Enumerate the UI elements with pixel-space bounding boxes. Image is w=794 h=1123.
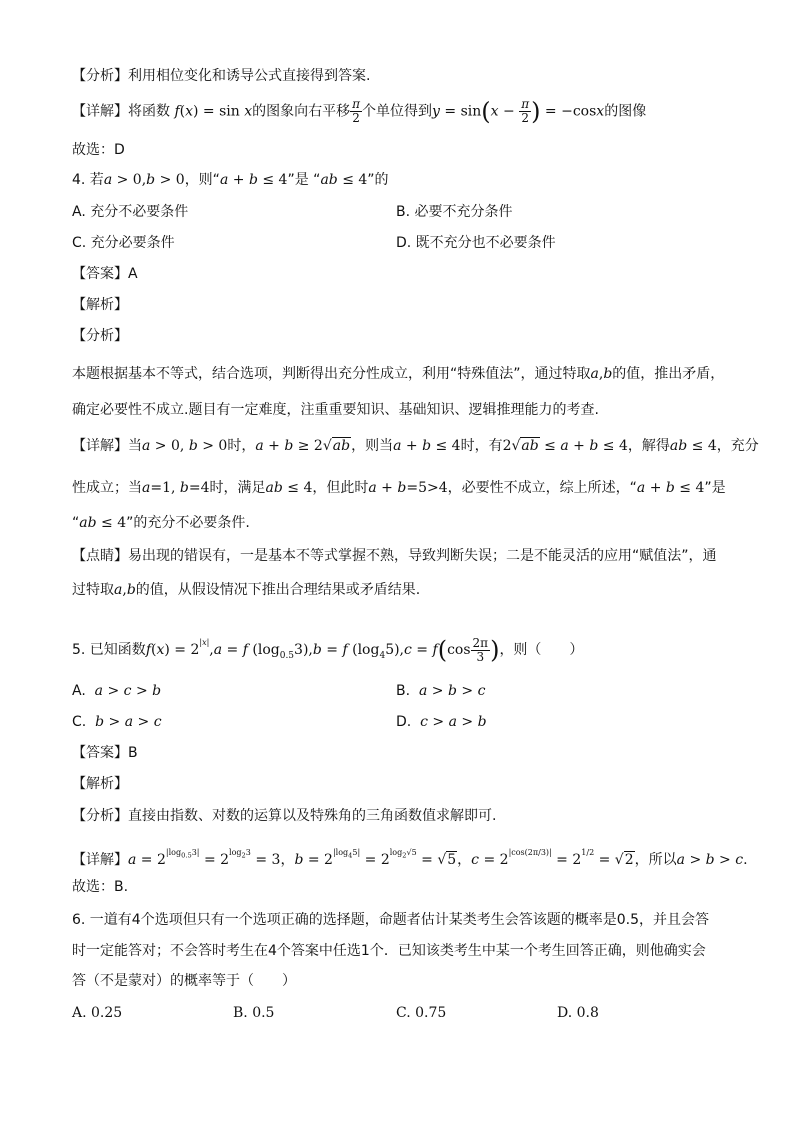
detail-text: ，则当	[351, 438, 394, 454]
q6-option-b[interactable]: B. 0.5	[233, 1005, 275, 1021]
detail-text: 时，有	[460, 438, 503, 454]
q4-stem-text: 4. 若	[72, 172, 104, 188]
analysis-tag: 【分析】	[72, 808, 128, 824]
analysis-text: 利用相位变化和诱导公式直接得到答案.	[128, 68, 371, 84]
q4-analysis-line2: 确定必要性不成立.题目有一定难度，注重重要知识、基础知识、逻辑推理能力的考查.	[72, 402, 599, 418]
detail-text: 当	[128, 438, 142, 454]
detail-text: ，所以	[634, 852, 677, 868]
q6-option-d[interactable]: D. 0.8	[557, 1005, 599, 1021]
option-label: B.	[396, 683, 411, 699]
prev-detail-line: 【详解】将函数 f(x) = sin x的图象向右平移 $\frac{\pi}{2}$ 个单位得到y = sin(x − $\frac{\pi}{2}$ ) = −cosx的图像	[72, 97, 647, 126]
q6-stem-line2: 时一定能答对；不会答时考生在4个答案中任选1个．已知该类考生中某一个考生回答正确，则他确实会	[72, 943, 706, 959]
detail-tag: 【详解】	[72, 852, 128, 868]
analysis-tag: 【分析】	[72, 68, 128, 84]
q5-option-a[interactable]: A. a > c > b	[72, 683, 162, 699]
q4-jiexi-tag: 【解析】	[72, 297, 128, 313]
q5-stem: 5. 已知函数$f(x) = 2^{|x|},a = f$ $(\log_{0.5}3),b = f$ $(\log_45),c = f(\cos$ $\frac{2\pi}{3}$ )，则（ ）	[72, 635, 584, 664]
q4-answer-line	[72, 264, 734, 284]
q4-detail-line3: “ab ≤ 4”的充分不必要条件.	[72, 515, 250, 531]
detail-text: ，但此时	[312, 480, 369, 496]
detail-text: 将函数	[128, 103, 170, 120]
detail-text: ，充分	[716, 438, 759, 454]
dianjing-text: 的值，从假设情况下推出合理结果或矛盾结果.	[135, 582, 421, 598]
q4-dianjing-line1	[72, 546, 734, 566]
answer-value: A	[128, 266, 138, 282]
q4-stem-text: ”是 “	[287, 172, 321, 188]
answer-value: B	[128, 745, 138, 761]
answer-tag: 【答案】	[72, 266, 128, 282]
analysis-text: 的值，推出矛盾，	[612, 366, 725, 382]
option-label: C.	[72, 714, 87, 730]
q4-dianjing-line2: 过特取a,b的值，从假设情况下推出合理结果或矛盾结果.	[72, 582, 421, 598]
detail-tag: 【详解】	[72, 103, 128, 120]
detail-text: ”是	[704, 480, 726, 496]
q4-analysis-line1: 本题根据基本不等式，结合选项，判断得出充分性成立，利用“特殊值法”，通过特取a,b的值，推出矛盾，	[72, 366, 725, 382]
dianjing-text: 易出现的错误有，一是基本不等式掌握不熟，导致判断失误；二是不能灵活的应用“赋值法”，通	[128, 548, 717, 564]
detail-text: 的图像	[604, 103, 647, 120]
analysis-text: 直接由指数、对数的运算以及特殊角的三角函数值求解即可.	[128, 808, 497, 824]
dianjing-text: 过特取	[72, 582, 114, 598]
dianjing-tag: 【点睛】	[72, 548, 128, 564]
q5-jiexi-tag: 【解析】	[72, 776, 128, 792]
detail-text: 性成立；当	[72, 480, 142, 496]
math-fraction: $\frac{\pi}{2}$	[352, 97, 361, 125]
q4-option-a[interactable]: A. 充分不必要条件	[72, 204, 189, 220]
analysis-text: 本题根据基本不等式，结合选项，判断得出充分性成立，利用“特殊值法”，通过特取	[72, 366, 591, 382]
detail-text: 时，	[227, 438, 256, 454]
detail-text: 个单位得到	[362, 103, 433, 120]
option-label: D.	[396, 714, 412, 730]
q5-answer-choice: 故选：B.	[72, 879, 129, 895]
q6-stem-line1: 6. 一道有4个选项但只有一个选项正确的选择题，命题者估计某类考生会答该题的概率是0.5，并且会答	[72, 912, 709, 928]
q6-option-c[interactable]: C. 0.75	[396, 1005, 447, 1021]
q5-option-d[interactable]: D. c > a > b	[396, 714, 487, 730]
option-label: A.	[72, 683, 86, 699]
prev-analysis-line	[72, 66, 734, 86]
q5-detail-line: 【详解】$a = 2^{|log_{0.5}3|} = 2^{log_23} = 3$，$b = 2^{|log_45|} = 2^{log_2√5} = √5$，$c = 2^{|cos(2\pi/3)|} = 2^{1/2} = √2$，所以a > b > c.	[72, 848, 748, 868]
q6-stem-line3: 答（不是蒙对）的概率等于（ ）	[72, 973, 296, 989]
q5-option-c[interactable]: C. b > a > c	[72, 714, 162, 730]
q4-detail-line1: 【详解】当a > 0, b > 0时，a + b ≥ 2√ab，则当a + b ≤ 4时，有2√ab ≤ a + b ≤ 4，解得ab ≤ 4，充分	[72, 438, 759, 454]
q5-stem-text: 5. 已知函数	[72, 642, 146, 658]
q4-stem: 4. 若a > 0,b > 0，则“a + b ≤ 4”是 “ab ≤ 4”的	[72, 172, 389, 188]
q4-option-c[interactable]: C. 充分必要条件	[72, 235, 175, 251]
q4-stem-text: ，则“	[184, 172, 220, 188]
q5-analysis-line	[72, 806, 734, 826]
q5-stem-text: ，则（ ）	[499, 642, 584, 658]
detail-text: ”的充分不必要条件.	[126, 515, 250, 531]
q5-option-b[interactable]: B. a > b > c	[396, 683, 486, 699]
prev-answer-line: 故选：D	[72, 142, 125, 158]
detail-text: ，解得	[627, 438, 670, 454]
math-expr: f	[174, 103, 180, 120]
q4-detail-line2: 性成立；当a=1, b=4时，满足ab ≤ 4，但此时a + b=5>4，必要性不成立，综上所述，“a + b ≤ 4”是	[72, 480, 726, 496]
detail-text: 的图象向右平移	[252, 103, 351, 120]
q5-answer-line	[72, 743, 734, 763]
q4-option-d[interactable]: D. 既不充分也不必要条件	[396, 235, 556, 251]
q6-option-a[interactable]: A. 0.25	[72, 1005, 123, 1021]
detail-text: “	[72, 515, 80, 531]
q4-option-b[interactable]: B. 必要不充分条件	[396, 204, 513, 220]
detail-text: ，必要性不成立，综上所述，“	[447, 480, 637, 496]
q4-fenxi-tag: 【分析】	[72, 328, 128, 344]
detail-tag: 【详解】	[72, 438, 128, 454]
q4-stem-text: ”的	[367, 172, 389, 188]
detail-text: 时，满足	[209, 480, 266, 496]
answer-tag: 【答案】	[72, 745, 128, 761]
